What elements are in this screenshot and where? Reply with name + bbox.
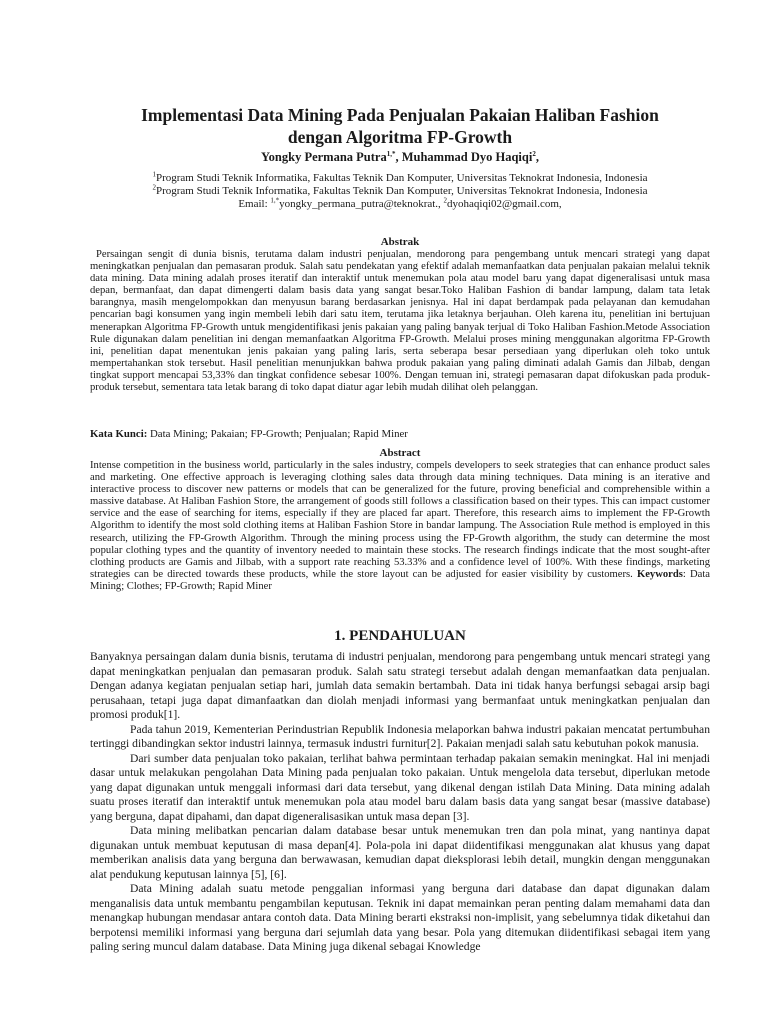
- abstract-heading: Abstract: [379, 447, 421, 459]
- email-label: Email:: [238, 198, 271, 210]
- affiliation-sup: 1: [152, 170, 156, 179]
- email-sup: 2: [443, 196, 448, 205]
- keywords-text: : Data Mining; Clothes; FP-Growth; Rapid Miner: [90, 568, 711, 592]
- abstrak-heading: Abstrak: [380, 236, 420, 248]
- author-separator: ,: [395, 150, 402, 164]
- affiliation-text: Program Studi Teknik Informatika, Fakultas Teknik Dan Komputer, Universitas Teknokrat Indonesia, Indonesia: [155, 172, 648, 184]
- abstrak-text: Persaingan sengit di dunia bisnis, terutama dalam industri penjualan, mendorong para pengembang untuk mencari strategi yang dapat meningkatkan penjualan dan pemasaran produk. Salah satu pendekatan yang efektif adalah memanfaatkan data penjualan pakaian melalui teknik data mining. Data mining adalah proses iteratif dan interaktif untuk menemukan pola atau model baru yang dapat digeneralisasi untuk masa depan, bermanfaat, dan dapat dimengerti dalam basis data yang sangat besar.Toko Haliban Fashion di bandar lampung, dalam tata letak barangnya, masih mengelompokkan dan menyusun barang berdasarkan jenisnya. Hal ini dapat berdampak pada pelayanan dan kemudahan pencarian bagi konsumen yang ingin membeli lebih dari satu item, terutama jika letaknya berjauhan. Oleh karena itu, penelitian ini bertujuan menerapkan Algoritma FP-Growth untuk mengidentifikasi jenis pakaian yang paling banyak terjual di Toko Haliban Fashion.Metode Association Rule digunakan dalam penelitian ini dengan memanfaatkan Algoritma FP-Growth. Melalui proses mining menggunakan algoritma FP-Growth ini, penelitian dapat menentukan jenis pakaian yang paling laris, serta seberapa besar persediaan yang diperlukan oleh toko untuk mempertahankan stok tersebut. Hasil penelitian menunjukkan bahwa produk pakaian yang paling diminati adalah Gamis dan Jilbab, dengan tingkat support mencapai 53,33% dan tingkat confidence sebesar 100%. Dengan temuan ini, strategi pemasaran dapat difokuskan pada produk-produk tersebut, sementara tata letak barang di toko dapat diatur agar lebih mudah dilihat oleh pelanggan.: [90, 249, 710, 394]
- author-name: Yongky Permana Putra: [261, 150, 387, 164]
- abstract-text: [90, 460, 710, 593]
- title-line-2: dengan Algoritma FP-Growth: [287, 127, 513, 147]
- body-paragraph: Dari sumber data penjualan toko pakaian, terlihat bahwa permintaan terhadap pakaian semakin meningkat. Hal ini menjadi dasar untuk melakukan pengolahan Data Mining pada penjualan toko pakaian. Untuk mengelola data tersebut, diperlukan metode yang dapat digunakan untuk menggali informasi dari data tersebut, yang dikenal dengan istilah Data Mining. Data mining adalah suatu proses iteratif dan interaktif untuk menemukan pola atau model baru dalam basis data yang sangat besar (massive database) yang berguna, dapat dipahami, dan dapat digeneralisasikan untuk masa depan [3].: [90, 751, 710, 823]
- kata-kunci-text: Data Mining; Pakaian; FP-Growth; Penjualan; Rapid Miner: [147, 428, 408, 440]
- title-line-1: Implementasi Data Mining Pada Penjualan Pakaian Haliban Fashion: [141, 105, 659, 125]
- kata-kunci-label: Kata Kunci:: [90, 428, 148, 440]
- author-sup: 1,*: [386, 149, 396, 158]
- email-sup: 1,*: [270, 196, 280, 205]
- body-paragraph: Pada tahun 2019, Kementerian Perindustrian Republik Indonesia melaporkan bahwa industri pakaian mencatat pertumbuhan tertinggi dibandingkan sektor industri lainnya, termasuk industri furnitur[2]. Pakaian menjadi salah satu kebutuhan pokok manusia.: [90, 722, 710, 750]
- paper-title: [90, 104, 710, 148]
- affiliation-sup: 2: [152, 183, 156, 192]
- affiliation-line: [90, 185, 710, 198]
- author-trail: ,: [535, 150, 539, 164]
- email-address[interactable]: yongky_permana_putra@teknokrat.,: [279, 198, 444, 210]
- affiliations: [90, 172, 710, 211]
- body-paragraph: Banyaknya persaingan dalam dunia bisnis, terutama di industri penjualan, mendorong para pengembang untuk mencari strategi yang dapat meningkatkan penjualan dan pemasaran produk. Salah satu strategi tersebut adalah dengan memanfaatkan data penjualan. Dengan adanya kegiatan penjualan setiap hari, jumlah data semakin bertambah. Data ini tidak hanya berfungsi sebagai arsip bagi perusahaan, tetapi juga dapat dimanfaatkan dan diolah menjadi informasi yang bermanfaat untuk meningkatkan penjualan dan promosi produk[1].: [90, 650, 710, 721]
- kata-kunci: [90, 428, 710, 440]
- affiliation-text: Program Studi Teknik Informatika, Fakultas Teknik Dan Komputer, Universitas Teknokrat Indonesia, Indonesia: [155, 185, 648, 197]
- email-line: [90, 198, 710, 211]
- abstract-body: Intense competition in the business world, particularly in the sales industry, compels developers to seek strategies that can enhance product sales and marketing. One effective approach is leveraging clothing sales data through data mining techniques. Data mining is an iterative and interactive process to discover new patterns or models that can be generalized for the future, proving beneficial and comprehensible within a massive database. At Haliban Fashion Store, the arrangement of goods still follows a classification based on their types. This can impact customer service and the ease of searching for items, especially if they are placed far apart. Therefore, this research aims to implement the FP-Growth Algorithm to identify the most sold clothing items at Haliban Fashion Store in bandar lampung. The Association Rule method is employed in this research, utilizing the FP-Growth Algorithm. Through the mining process using the FP-Growth algorithm, the study can determine the most popular clothing types and the quantity of inventory needed to maintain these stocks. The research findings indicate that the most sought-after clothing products are Gamis and Jilbab, with a support rate reaching 53.33% and a confidence level of 100%. With these findings, marketing strategies can be directed towards these products, while the store layout can be adjusted for easier visibility by customers.: [90, 460, 710, 580]
- author-name: Muhammad Dyo Haqiqi: [401, 150, 533, 164]
- keywords-label: Keywords: [636, 568, 683, 580]
- body-paragraph: Data Mining adalah suatu metode penggalian informasi yang berguna dari database dan dapat digunakan dalam menganalisis data untuk membantu pengambilan keputusan. Teknik ini dapat memainkan peran penting dalam memahami data dan menangkap hubungan mendasar antara contoh data. Data Mining berarti ekstraksi non-implisit, yang sebelumnya tidak diketahui dan berpotensi memiliki informasi yang berguna dari sejumlah data yang besar. Pola yang ditemukan diidentifikasi sebagai item yang paling sering muncul dalam database. Data Mining juga dikenal sebagai Knowledge: [90, 882, 710, 953]
- email-address[interactable]: dyohaqiqi02@gmail.com,: [447, 198, 562, 210]
- body-paragraph: Data mining melibatkan pencarian dalam database besar untuk menemukan tren dan pola minat, yang nantinya dapat digunakan untuk membuat keputusan di masa depan[4]. Pola-pola ini dapat diidentifikasi menggunakan alat khusus yang dapat memberikan analisis data yang berguna dan berwawasan, kemudian dapat dieksplorasi lebih detail, mungkin dengan menggunakan alat pendukung keputusan lainnya [5], [6].: [90, 824, 710, 881]
- author-list: [90, 150, 710, 165]
- affiliation-line: [90, 172, 710, 185]
- author-sup: 2: [532, 149, 536, 158]
- body-text: [90, 650, 710, 955]
- section-heading: 1. PENDAHULUAN: [334, 628, 466, 644]
